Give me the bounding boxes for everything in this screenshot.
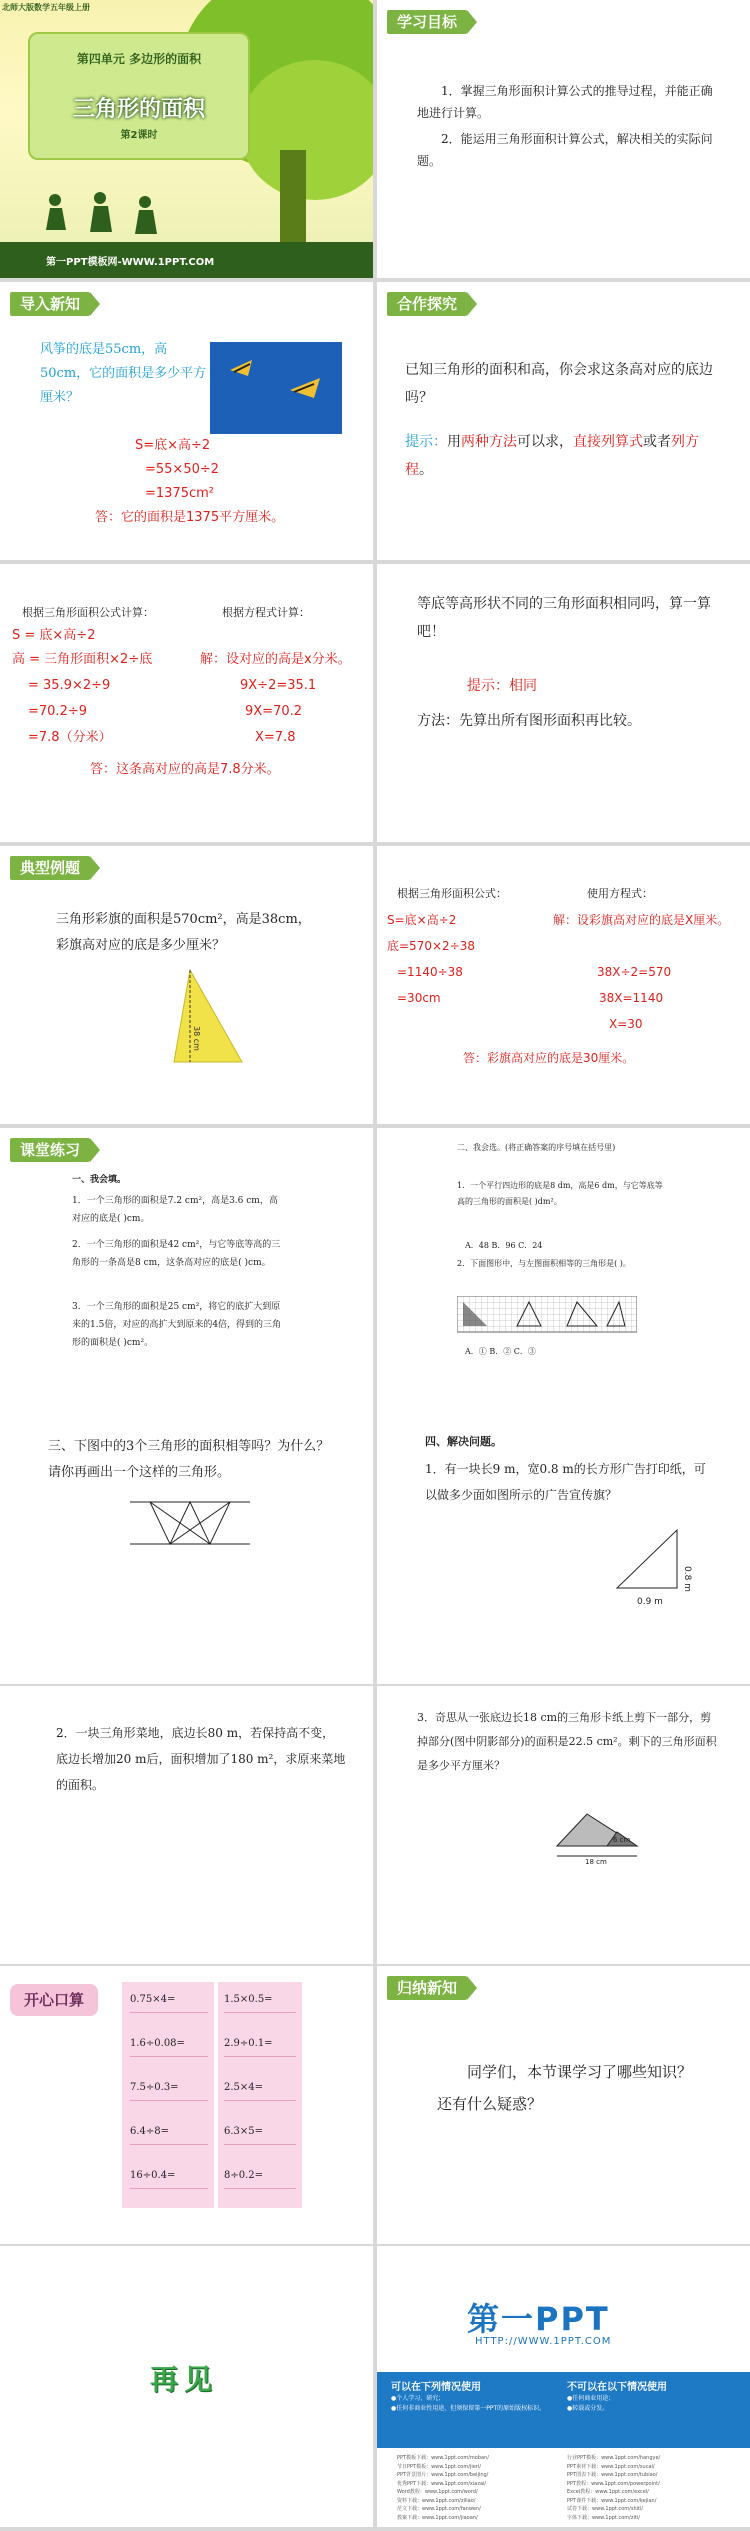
footer-text: 第一PPT模板网-WWW.1PPT.COM	[46, 257, 215, 268]
slide-summary[interactable]	[377, 1966, 750, 2244]
slide-three-triangles[interactable]	[0, 1406, 373, 1684]
slide-solve-card[interactable]	[377, 1686, 750, 1964]
resource-link[interactable]: PPT图表下载：www.1ppt.com/tubiao/	[567, 2472, 658, 2478]
formula-3: =1375cm²	[145, 486, 214, 501]
slide-solve-flag[interactable]	[377, 1406, 750, 1684]
resource-link[interactable]: 范文下载：www.1ppt.com/fanwen/	[397, 2506, 481, 2512]
lesson-number: 第2课时	[120, 130, 158, 141]
flag-width-label: 0.9 m	[637, 1597, 663, 1607]
math-problem: 0.75×4=	[130, 1988, 208, 2013]
slide-tag: 合作探究	[387, 292, 467, 316]
hint-text-e: 或者	[643, 434, 671, 450]
slide-tag: 典型例题	[10, 856, 90, 880]
fill-item-2: 2．一个三角形的面积是42 cm²，与它等底等高的三角形的一条高是8 cm，这条高对应的底是( )cm。	[72, 1240, 281, 1268]
calc-a2: 高 = 三角形面积×2÷底	[12, 652, 153, 667]
allowed-heading: 可以在下列情况使用	[391, 2382, 481, 2393]
flag-triangle-figure	[170, 966, 250, 1066]
intro-answer: 答：它的面积是1375平方厘米。	[95, 510, 285, 525]
cover-footer	[0, 242, 373, 278]
brand-url: HTTP://WWW.1PPT.COM	[475, 2336, 612, 2347]
calc-a4: =70.2÷9	[28, 704, 88, 719]
slide-tag: 学习目标	[387, 10, 467, 34]
math-problem: 6.4÷8=	[130, 2120, 208, 2145]
math-problem: 2.9÷0.1=	[224, 2032, 296, 2057]
hint-text-g: 。	[419, 462, 433, 478]
tree-canopy-2	[240, 60, 373, 200]
hint-text-c: 可以求，	[517, 434, 573, 450]
mental-math-badge	[10, 1984, 98, 2016]
solve-heading: 四、解决问题。	[425, 1435, 502, 1448]
resource-link[interactable]: 教案下载：www.1ppt.com/jiaoan/	[397, 2514, 478, 2521]
sol-a1: S=底×高÷2	[387, 913, 457, 927]
slide-example[interactable]	[0, 846, 373, 1124]
hint-two-methods: 两种方法	[461, 434, 517, 450]
kite-icon	[210, 342, 342, 434]
solve-item-1: 1．有一块长9 m，宽0.8 m的长方形广告打印纸，可以做多少面如图所示的广告宣传旗？	[425, 1462, 706, 1502]
badge-label: 开心口算	[23, 1991, 84, 2009]
calc-a3: = 35.9×2÷9	[28, 678, 111, 693]
lesson-title: 三角形的面积	[72, 97, 205, 122]
calc-b1: 解：设对应的高是x分米。	[200, 652, 351, 667]
sol-a2: 底=570×2÷38	[387, 939, 475, 953]
calc-a1: S = 底×高÷2	[12, 628, 96, 643]
slide-objectives[interactable]	[377, 0, 750, 278]
resource-link[interactable]: 节日PPT模板：www.1ppt.com/jieri/	[397, 2463, 481, 2470]
sol-a4: =30cm	[397, 991, 441, 1005]
forbidden-2: ●转载或分发。	[567, 2405, 609, 2412]
fill-heading: 一、我会填。	[72, 1175, 127, 1185]
resource-link[interactable]: Word教程：www.1ppt.com/word/	[397, 2489, 478, 2495]
explore-question: 已知三角形的面积和高，你会求这条高对应的底边吗？	[405, 362, 713, 406]
slide-tag: 归纳新知	[387, 1976, 467, 2000]
sol-b2: 38X÷2=570	[597, 965, 672, 979]
resource-link[interactable]: PPT素材下载：www.1ppt.com/sucai/	[567, 2463, 655, 2470]
math-problem: 1.5×0.5=	[224, 1988, 296, 2013]
right-heading: 根据方程式计算：	[222, 606, 310, 619]
math-problem: 1.6÷0.08=	[130, 2032, 208, 2057]
slide-intro[interactable]	[0, 282, 373, 560]
calc-a5: =7.8（分米）	[28, 730, 112, 745]
slide-solve-field[interactable]	[0, 1686, 373, 1964]
choose-item-1-options: A．48 B．96 C．24	[465, 1241, 543, 1250]
children-silhouettes	[40, 190, 170, 240]
sol-b3: 38X=1140	[599, 991, 664, 1005]
hint-direct: 直接列算式	[573, 434, 643, 450]
choose-item-2: 2．下面图形中，与左图面积相等的三角形是( )。	[457, 1259, 631, 1268]
calc-b4: X=7.8	[255, 730, 296, 745]
kite-photo	[210, 342, 342, 434]
three-triangles-question: 三、下图中的3个三角形的面积相等吗？为什么？请你再画出一个这样的三角形。	[48, 1439, 330, 1480]
choose-item-1: 1．一个平行四边形的底是8 dm，高是6 dm，与它等底等高的三角形的面积是( )dm²。	[457, 1181, 663, 1206]
right-heading: 使用方程式：	[587, 887, 653, 900]
slide-practice-fill[interactable]	[0, 1128, 373, 1406]
base-label: 18 cm	[585, 1858, 607, 1866]
small-base-label: 6 cm	[613, 1836, 631, 1844]
allowed-2: ●任何非商业性用途，但须保留第一PPT的原始版权标识。	[391, 2405, 546, 2412]
sol-a3: =1140÷38	[397, 965, 463, 979]
equal-area-question: 等底等高形状不同的三角形面积相同吗，算一算吧！	[417, 596, 711, 640]
calc-b3: 9X=70.2	[245, 704, 303, 719]
slide-mental-math[interactable]	[0, 1966, 373, 2244]
usage-banner	[377, 2372, 750, 2448]
equal-area-method: 方法：先算出所有图形面积再比较。	[417, 713, 641, 729]
choose-heading: 二、我会选。(将正确答案的序号填在括号里)	[457, 1143, 616, 1152]
solve-item-3: 3．奇思从一张底边长18 cm的三角形卡纸上剪下一部分，剪掉部分(图中阴影部分)的面积是22.5 cm²。剩下的三角形面积是多少平方厘米？	[417, 1711, 717, 1772]
intro-question: 风筝的底是55cm，高50cm，它的面积是多少平方厘米？	[40, 342, 207, 405]
hint-label: 提示：	[405, 434, 447, 450]
math-problem: 8÷0.2=	[224, 2164, 296, 2189]
grid-figure	[457, 1296, 637, 1336]
formula-1: S=底×高÷2	[135, 438, 211, 453]
objective-2: 2．能运用三角形面积计算公式，解决相关的实际问题。	[417, 132, 713, 168]
slide-practice-choose[interactable]	[377, 1128, 750, 1406]
summary-question: 同学们，本节课学习了哪些知识？还有什么疑惑？	[437, 2063, 693, 2113]
equal-area-hint: 提示：相同	[467, 678, 537, 694]
example-q1: 三角形彩旗的面积是570cm²，高是38cm，	[56, 912, 311, 927]
slide-tag: 导入新知	[10, 292, 90, 316]
example-q2: 彩旗高对应的底是多少厘米？	[56, 938, 226, 953]
resource-link[interactable]: PPT模板下载：www.1ppt.com/moban/	[397, 2455, 489, 2461]
unit-title: 第四单元 多边形的面积	[76, 52, 202, 66]
resource-link[interactable]: 优秀PPT下载：www.1ppt.com/xiazai/	[397, 2480, 487, 2487]
math-problem: 6.3×5=	[224, 2120, 296, 2145]
flag-height-label: 0.8 m	[682, 1566, 692, 1592]
cover-card	[28, 32, 250, 160]
sol-b4: X=30	[609, 1017, 643, 1031]
slide-explore[interactable]	[377, 282, 750, 560]
hint-equation: 列方程	[405, 434, 699, 478]
tree-trunk	[280, 150, 306, 250]
objective-1: 1．掌握三角形面积计算公式的推导过程，并能正确地进行计算。	[417, 84, 713, 120]
sol-answer: 答：彩旗高对应的底是30厘米。	[463, 1051, 635, 1065]
brand-logo: 第一PPT	[467, 2300, 610, 2338]
resource-link[interactable]: 字体下载：www.1ppt.com/ziti/	[567, 2514, 640, 2521]
slide-copyright[interactable]	[377, 2246, 750, 2527]
hint-text-a: 用	[447, 434, 461, 450]
resource-link[interactable]: Excel教程：www.1ppt.com/excel/	[567, 2489, 649, 2495]
grade-label: 北师大版数学五年级上册	[2, 3, 90, 12]
slide-tag: 课堂练习	[10, 1138, 90, 1162]
slide-cover[interactable]	[0, 0, 373, 278]
formula-2: =55×50÷2	[145, 462, 220, 477]
math-problem: 16÷0.4=	[130, 2164, 208, 2189]
resource-link[interactable]: 试卷下载：www.1ppt.com/shiti/	[567, 2506, 644, 2512]
resource-link[interactable]: 行业PPT模板：www.1ppt.com/hangye/	[567, 2455, 661, 2461]
solve-item-2: 2．一块三角形菜地，底边长80 m，若保持高不变，底边长增加20 m后，面积增加了180 m²，求原来菜地的面积。	[56, 1726, 346, 1792]
explore-hint	[405, 428, 725, 484]
forbidden-1: ●任何商业用途；	[567, 2395, 615, 2402]
calc-b2: 9X÷2=35.1	[240, 678, 317, 693]
resource-link[interactable]: PPT教程：www.1ppt.com/powerpoint/	[567, 2480, 660, 2487]
fill-item-1: 1．一个三角形的面积是7.2 cm²，高是3.6 cm，高对应的底是( )cm。	[72, 1196, 278, 1224]
flag-figure	[607, 1526, 727, 1616]
slide-calculation[interactable]	[0, 564, 373, 842]
slide-example-solution[interactable]	[377, 846, 750, 1124]
fill-item-3: 3．一个三角形的面积是25 cm²，将它的底扩大到原来的1.5倍，对应的高扩大到原来的4倍，得到的三角形的面积是( )cm²。	[72, 1302, 282, 1348]
math-problem: 7.5÷0.3=	[130, 2076, 208, 2101]
card-triangle-figure	[547, 1806, 657, 1866]
slide-equal-area[interactable]	[377, 564, 750, 842]
slide-goodbye[interactable]	[0, 2246, 373, 2527]
resource-link[interactable]: PPT课件下载：www.1ppt.com/kejian/	[567, 2497, 657, 2504]
resource-link[interactable]: 资料下载：www.1ppt.com/ziliao/	[397, 2497, 476, 2504]
resource-link[interactable]: PPT背景图片：www.1ppt.com/beijing/	[397, 2472, 489, 2478]
calc-answer: 答：这条高对应的高是7.8分米。	[90, 762, 280, 777]
parallel-lines-figure	[130, 1498, 250, 1548]
allowed-1: ●个人学习、研究；	[391, 2395, 445, 2402]
math-problem: 2.5×4=	[224, 2076, 296, 2101]
goodbye-text: 再见	[150, 2363, 219, 2396]
forbidden-heading: 不可以在以下情况使用	[567, 2382, 667, 2393]
flag-height-label: 38 cm	[192, 1026, 201, 1051]
left-heading: 根据三角形面积公式计算：	[22, 606, 154, 619]
sol-b1: 解：设彩旗高对应的底是X厘米。	[553, 913, 730, 927]
left-heading: 根据三角形面积公式：	[397, 887, 507, 900]
choose-item-2-options: A．① B．② C．③	[465, 1347, 536, 1356]
